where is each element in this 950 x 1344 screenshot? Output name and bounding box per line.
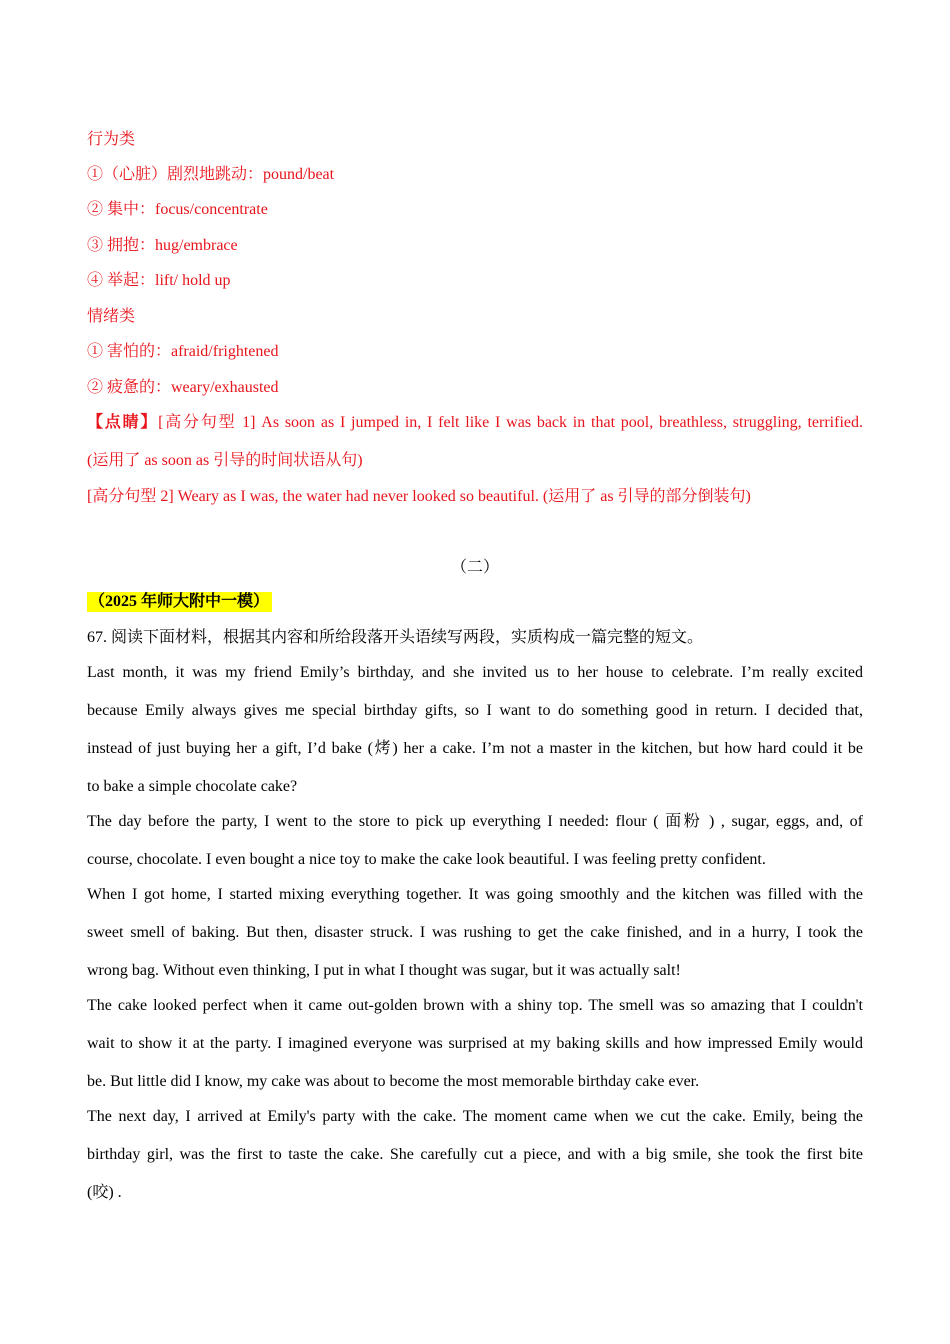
behavior-item: ④ 举起：lift/ hold up bbox=[87, 272, 231, 289]
source-badge: （2025 年师大附中一模） bbox=[87, 592, 272, 612]
highlight-pattern-2: [高分句型 2] Weary as I was, the water had never looked so beautiful. (运用了 as 引导的部分倒装句) bbox=[87, 488, 751, 505]
story-line: (咬) . bbox=[87, 1184, 122, 1201]
story-line: birthday girl, was the first to taste the cake. She carefully cut a piece, and with a big smile, she took the first bite bbox=[87, 1146, 863, 1163]
story-line: because Emily always gives me special birthday gifts, so I want to do something good in return. I decided that, bbox=[87, 702, 863, 719]
story-line: wait to show it at the party. I imagined everyone was surprised at my baking skills and how impressed Emily would bbox=[87, 1035, 863, 1052]
highlight-label: 【点睛】 bbox=[87, 414, 159, 431]
emotion-item: ① 害怕的：afraid/frightened bbox=[87, 343, 279, 360]
highlight-pattern-1-text: [高分句型 1] As soon as I jumped in, I felt like I was back in that pool, breathless, struggling, terrified. bbox=[158, 414, 863, 431]
behavior-item: ①（心脏）剧烈地跳动：pound/beat bbox=[87, 166, 335, 183]
story-line: be. But little did I know, my cake was about to become the most memorable birthday cake ever. bbox=[87, 1073, 700, 1090]
story-line: course, chocolate. I even bought a nice toy to make the cake look beautiful. I was feeling pretty confident. bbox=[87, 851, 766, 868]
story-line: wrong bag. Without even thinking, I put in what I thought was sugar, but it was actually salt! bbox=[87, 962, 681, 979]
story-line: The next day, I arrived at Emily's party with the cake. The moment came when we cut the cake. Emily, being the bbox=[87, 1108, 863, 1125]
story-line: sweet smell of baking. But then, disaster struck. I was rushing to get the cake finished, and in a hurry, I took the bbox=[87, 924, 863, 941]
behavior-item: ② 集中：focus/concentrate bbox=[87, 201, 268, 218]
emotion-item: ② 疲惫的：weary/exhausted bbox=[87, 379, 279, 396]
behavior-heading: 行为类 bbox=[87, 131, 136, 148]
question-prompt: 67. 阅读下面材料，根据其内容和所给段落开头语续写两段，实质构成一篇完整的短文。 bbox=[87, 629, 704, 646]
story-line: instead of just buying her a gift, I’d bake (烤) her a cake. I’m not a master in the kitchen, but how hard could it be bbox=[87, 740, 863, 757]
behavior-item: ③ 拥抱：hug/embrace bbox=[87, 237, 238, 254]
story-line: The day before the party, I went to the store to pick up everything I needed: flour ( 面粉 ) , sugar, eggs, and, of bbox=[87, 813, 863, 830]
story-line: When I got home, I started mixing everything together. It was going smoothly and the kitchen was filled with the bbox=[87, 886, 863, 903]
section-number: （二） bbox=[450, 559, 499, 576]
story-line: Last month, it was my friend Emily’s birthday, and she invited us to her house to celebrate. I’m really excited bbox=[87, 664, 863, 681]
highlight-pattern-1-note: (运用了 as soon as 引导的时间状语从句) bbox=[87, 452, 363, 469]
story-line: The cake looked perfect when it came out-golden brown with a shiny top. The smell was so amazing that I couldn't bbox=[87, 997, 863, 1014]
story-line: to bake a simple chocolate cake? bbox=[87, 778, 298, 795]
emotion-heading: 情绪类 bbox=[87, 308, 136, 325]
highlight-pattern-1 bbox=[87, 412, 863, 434]
